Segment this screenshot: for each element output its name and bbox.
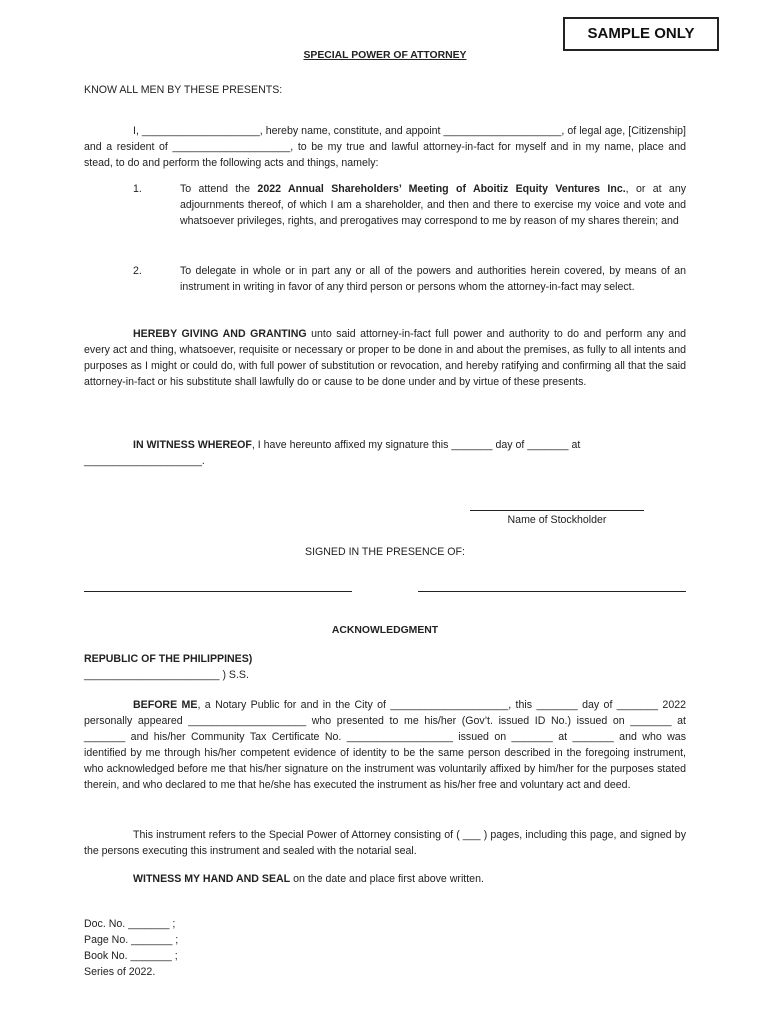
series-year: Series of 2022. bbox=[84, 966, 156, 978]
granting-paragraph bbox=[84, 326, 686, 390]
granting-lead: HEREBY GIVING AND GRANTING bbox=[133, 328, 307, 340]
acknowledgment-title: ACKNOWLEDGMENT bbox=[331, 625, 439, 636]
item-1-pre: To attend the bbox=[180, 183, 258, 195]
republic-label: REPUBLIC OF THE PHILIPPINES) bbox=[84, 653, 253, 665]
witness-body: , I have hereunto affixed my signature this _______ day of _______ at ____________________. bbox=[84, 439, 581, 467]
signed-presence-label: SIGNED IN THE PRESENCE OF: bbox=[305, 546, 465, 558]
before-me-paragraph bbox=[84, 697, 686, 793]
witness-lead: IN WITNESS WHEREOF bbox=[133, 439, 252, 451]
item-1-meeting-name: 2022 Annual Shareholders’ Meeting of Aboitiz Equity Ventures Inc. bbox=[257, 183, 626, 195]
item-2-text: To delegate in whole or in part any or all of the powers and authorities herein covered, by means of an instrument in writing in favor of any third person or persons whom the attorney-in-fact may select. bbox=[180, 265, 686, 293]
witness-hand-paragraph bbox=[84, 871, 686, 887]
witness-hand-lead: WITNESS MY HAND AND SEAL bbox=[133, 873, 291, 885]
doc-no: Doc. No. _______ ; bbox=[84, 918, 176, 930]
ss-line: _______________________ ) S.S. bbox=[84, 669, 249, 681]
know-all-heading: KNOW ALL MEN BY THESE PRESENTS: bbox=[84, 84, 283, 96]
stockholder-name-label: Name of Stockholder bbox=[507, 514, 607, 526]
book-no: Book No. _______ ; bbox=[84, 950, 178, 962]
instrument-refers-paragraph: This instrument refers to the Special Power of Attorney consisting of ( ___ ) pages, including this page, and signed by the persons executing this instrument and sealed with the notarial seal. bbox=[84, 829, 686, 857]
item-number-1: 1. bbox=[133, 183, 142, 195]
item-1-text bbox=[180, 181, 686, 229]
appointment-paragraph: I, ____________________, hereby name, constitute, and appoint ____________________, of legal age, [Citizenship] and a resident of ____________________, to be my true and lawful attorney-in-fact for myself and in my name, place and stead, to do and perform the following acts and things, namely: bbox=[84, 125, 686, 169]
stockholder-signature-line bbox=[470, 510, 644, 511]
page-no: Page No. _______ ; bbox=[84, 934, 179, 946]
witness-hand-body: on the date and place first above written. bbox=[290, 873, 484, 885]
witness-signature-line-1 bbox=[84, 591, 352, 592]
item-number-2: 2. bbox=[133, 265, 142, 277]
sample-only-stamp: SAMPLE ONLY bbox=[563, 17, 719, 51]
item-1-post: , or at any adjournments thereof, of which I am a shareholder, and then and there to exercise my voice and vote and whatsoever privileges, rights, and prerogatives may correspond to me by reason of my shares therein; and bbox=[180, 183, 687, 227]
document-title: SPECIAL POWER OF ATTORNEY bbox=[303, 50, 467, 61]
before-me-body: , a Notary Public for and in the City of ____________________, this _______ day of _______ 2022 personally appeared ____________________ who presented to me his/her (Gov’t. issued ID No.) issued on _______ at _______ and his/her Community Tax Certificate No. __________________ issued on _______ at _______ and who was identified by me through his/her competent evidence of identity to be the same person described in the foregoing instrument, who acknowledged before me that his/her signature on the instrument was voluntarily affixed by him/her for the purposes stated therein, and who declared to me that he/she has executed the instrument as his/her free and voluntary act and deed. bbox=[84, 699, 686, 791]
granting-body: unto said attorney-in-fact full power and authority to do and perform any and every act and thing, whatsoever, requisite or necessary or proper to be done in and about the premises, as fully to all intents and purposes as I might or could do, with full power of substitution or revocation, and hereby ratifying and confirming all that the said attorney-in-fact or his substitute shall lawfully do or cause to be done under and by virtue of these presents. bbox=[84, 328, 686, 388]
witness-signature-line-2 bbox=[418, 591, 686, 592]
before-me-lead: BEFORE ME bbox=[133, 699, 198, 711]
witness-paragraph bbox=[84, 437, 639, 469]
